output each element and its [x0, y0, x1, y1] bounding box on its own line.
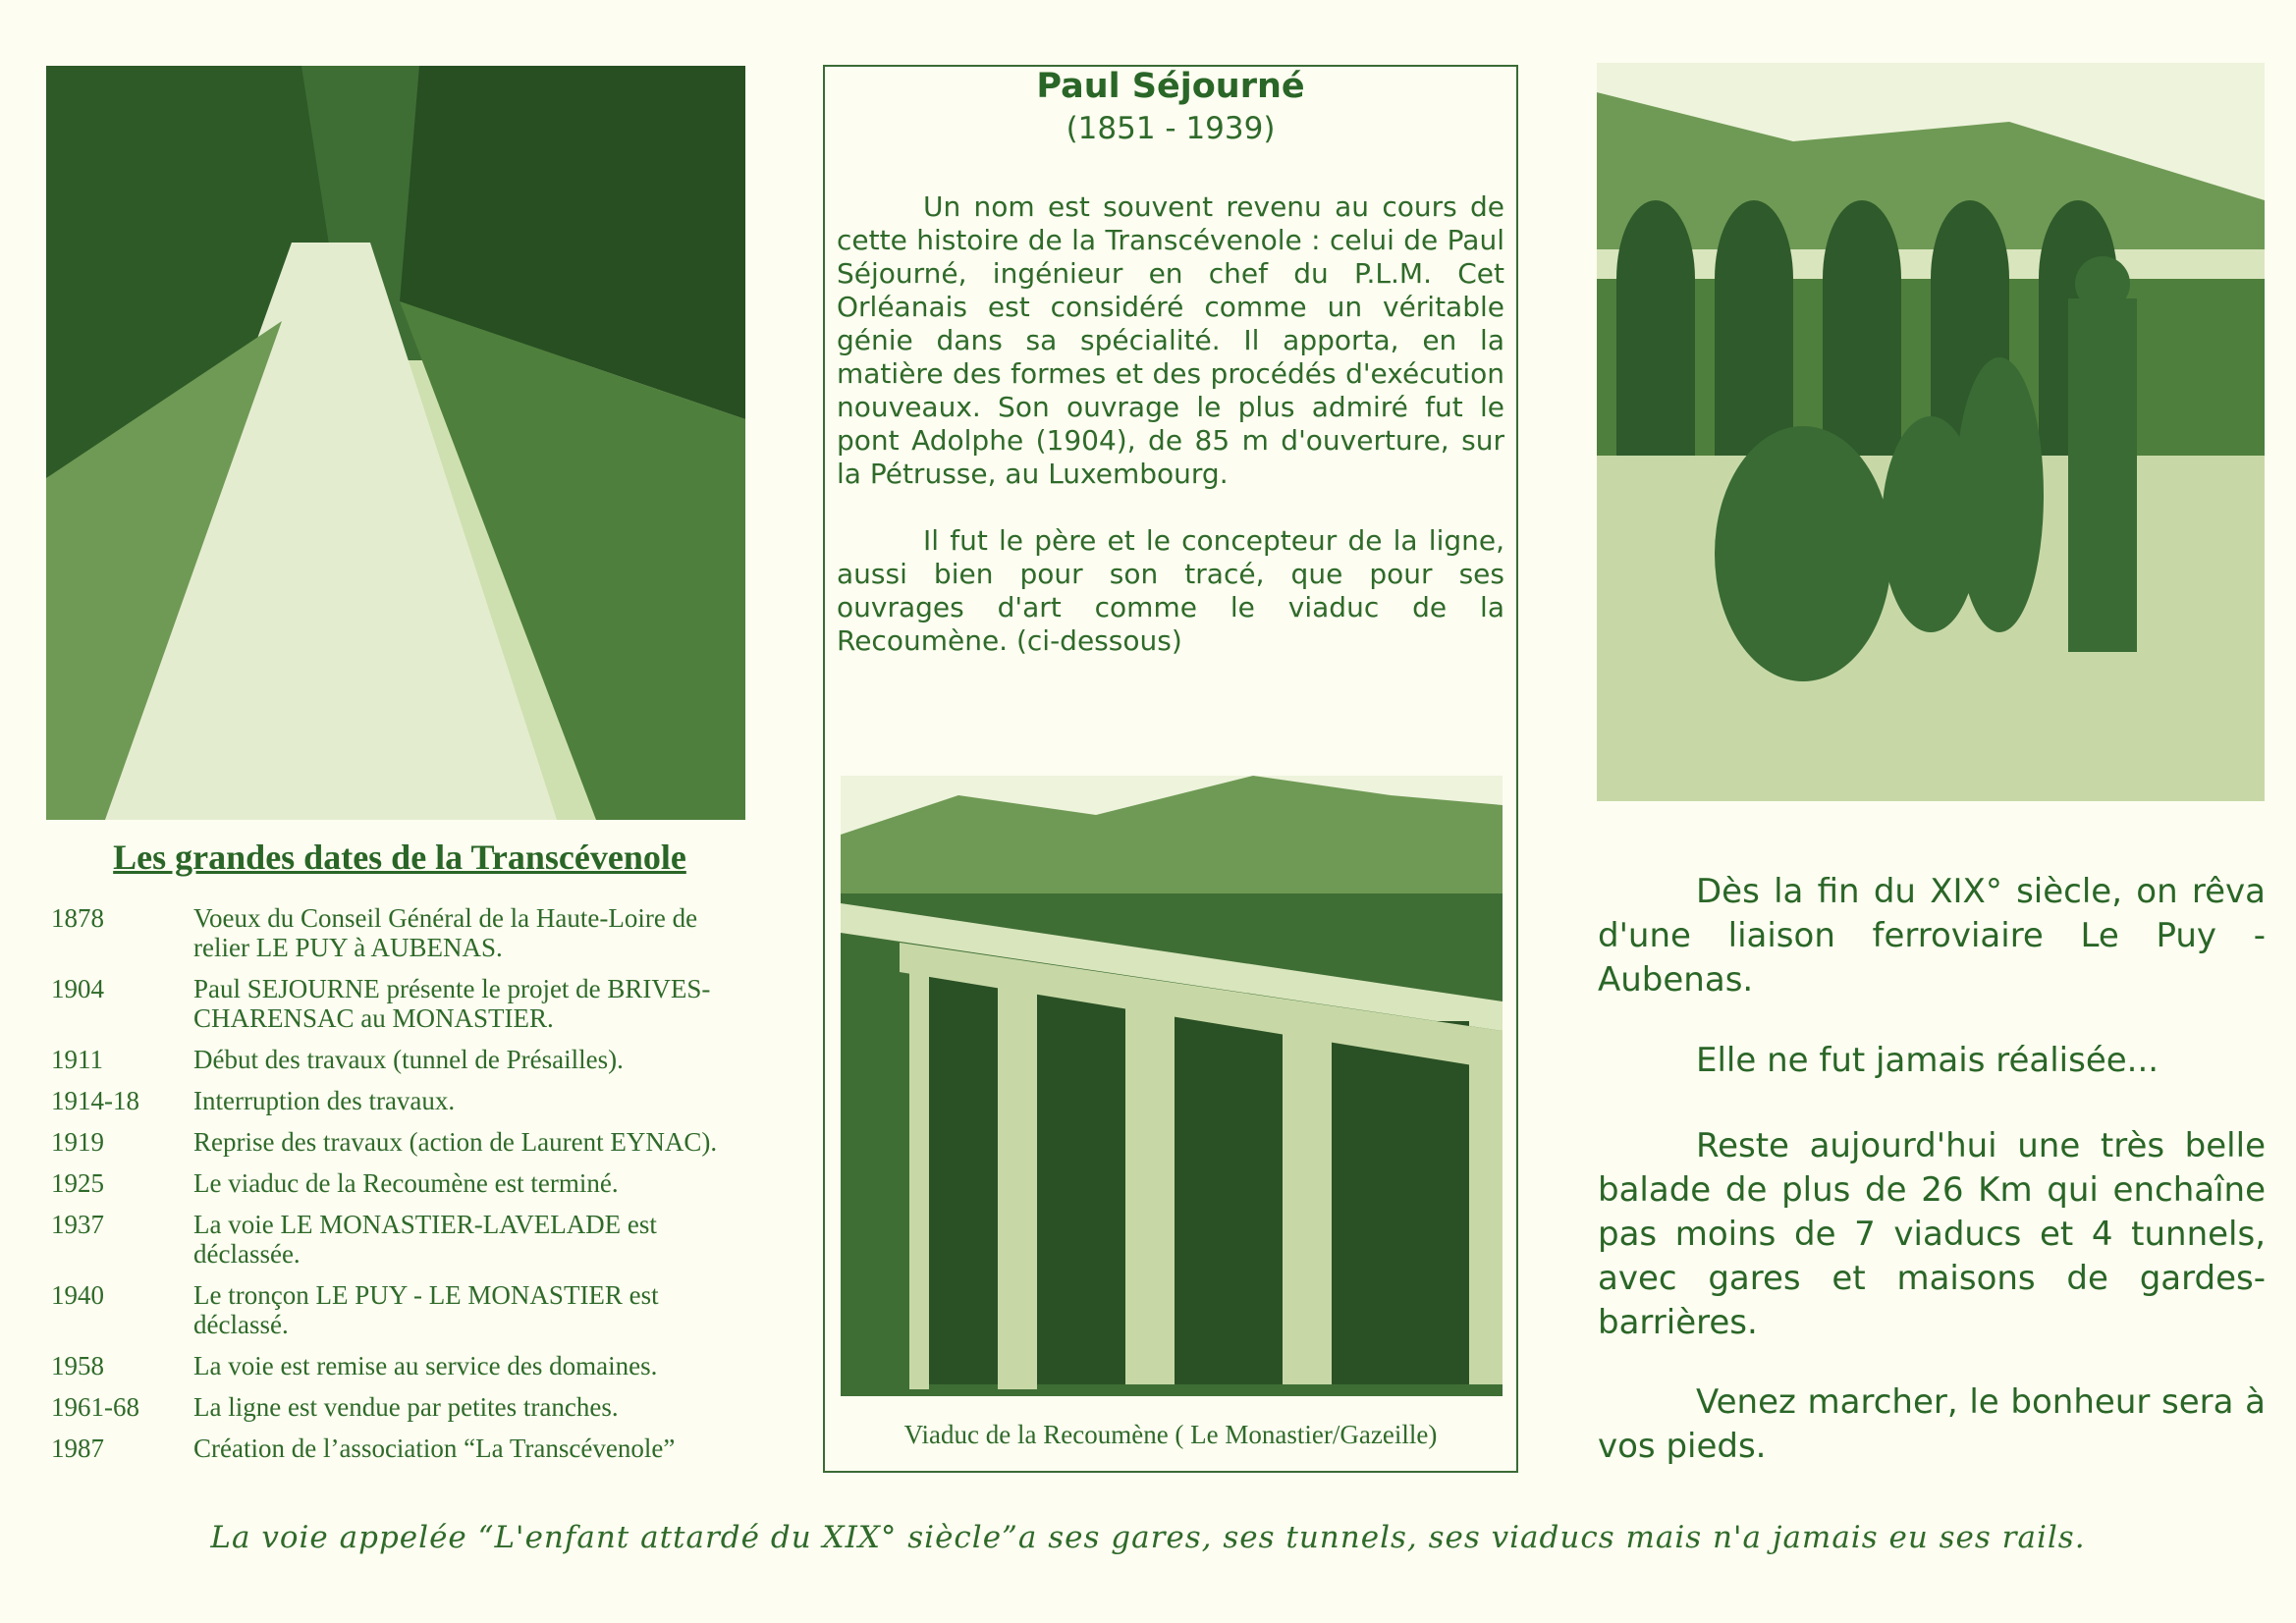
timeline-row [51, 1210, 758, 1269]
timeline-year: 1940 [51, 1280, 104, 1310]
viaduct-caption: Viaduc de la Recoumène ( Le Monastier/Gazeille) [903, 1420, 1438, 1449]
footer-quote: La voie appelée “L'enfant attardé du XIX° siècle”a ses gares, ses tunnels, ses viaducs mais n'a jamais eu ses rails. [210, 1520, 2086, 1555]
timeline-row [51, 903, 758, 962]
timeline-year: 1919 [51, 1127, 104, 1157]
timeline-row [51, 1127, 758, 1157]
timeline-year: 1925 [51, 1168, 104, 1198]
timeline-text: Début des travaux (tunnel de Présailles). [193, 1045, 624, 1074]
timeline-row [51, 1086, 758, 1115]
timeline-year: 1904 [51, 974, 104, 1003]
timeline-row [51, 974, 758, 1033]
timeline-text: Le tronçon LE PUY - LE MONASTIER est déclassé. [193, 1280, 659, 1339]
timeline-text: Interruption des travaux. [193, 1086, 456, 1115]
intro-paragraph: Elle ne fut jamais réalisée... [1696, 1041, 2159, 1080]
intro-paragraph: Dès la fin du XIX° siècle, on rêva d'une liaison ferroviaire Le Puy - Aubenas. [1598, 872, 2266, 1000]
timeline-row [51, 1392, 758, 1422]
dates-title: Les grandes dates de la Transcévenole [113, 838, 686, 877]
timeline-row [51, 1280, 758, 1339]
timeline-year: 1878 [51, 903, 104, 933]
timeline-text: La ligne est vendue par petites tranches. [193, 1392, 619, 1422]
hikers-photo [1597, 63, 2265, 801]
biography-panel [823, 65, 1518, 1473]
timeline-text: La voie LE MONASTIER-LAVELADE est déclassée. [193, 1210, 657, 1269]
timeline-row [51, 1168, 758, 1198]
forest-path-photo [46, 66, 745, 820]
timeline-text: Le viaduc de la Recoumène est terminé. [193, 1168, 619, 1198]
intro-paragraph: Reste aujourd'hui une très belle balade de plus de 26 Km qui enchaîne pas moins de 7 viaducs et 4 tunnels, avec gares et maisons de gardes-barrières. [1598, 1126, 2266, 1342]
timeline [51, 903, 758, 1475]
timeline-row [51, 1045, 758, 1074]
timeline-year: 1937 [51, 1210, 104, 1239]
timeline-year: 1958 [51, 1351, 104, 1380]
timeline-year: 1911 [51, 1045, 103, 1074]
forest-path-illustration [46, 66, 745, 820]
timeline-row [51, 1351, 758, 1380]
timeline-text: Reprise des travaux (action de Laurent EYNAC). [193, 1127, 718, 1157]
biography-name: Paul Séjourné [1036, 67, 1305, 106]
timeline-text: Paul SEJOURNE présente le projet de BRIVES-CHARENSAC au MONASTIER. [193, 974, 711, 1033]
timeline-row [51, 1434, 758, 1463]
timeline-text: La voie est remise au service des domaines. [193, 1351, 658, 1380]
biography-paragraph: Un nom est souvent revenu au cours de cette histoire de la Transcévenole : celui de Paul Séjourné, ingénieur en chef du P.L.M. Cet Orléanais est considéré comme un véritable génie dans sa spécialité. Il apporta, en la matière des formes et des procédés d'exécution nouveaux. Son ouvrage le plus admiré fut le pont Adolphe (1904), de 85 m d'ouverture, sur la Pétrusse, au Luxembourg. [837, 190, 1504, 490]
biography-paragraph: Il fut le père et le concepteur de la ligne, aussi bien pour son tracé, que pour ses ouvrages d'art comme le viaduc de la Recoumène. (ci-dessous) [837, 524, 1504, 657]
hikers-illustration [1597, 63, 2265, 801]
viaduct-illustration [841, 776, 1503, 1396]
timeline-year: 1987 [51, 1434, 104, 1463]
intro-paragraph: Venez marcher, le bonheur sera à vos pieds. [1598, 1382, 2266, 1466]
viaduct-photo [841, 776, 1503, 1396]
timeline-year: 1914-18 [51, 1086, 139, 1115]
timeline-text: Voeux du Conseil Général de la Haute-Loire de relier LE PUY à AUBENAS. [193, 903, 698, 962]
biography-dates: (1851 - 1939) [1066, 111, 1276, 146]
timeline-year: 1961-68 [51, 1392, 139, 1422]
timeline-text: Création de l’association “La Transcévenole” [193, 1434, 676, 1463]
